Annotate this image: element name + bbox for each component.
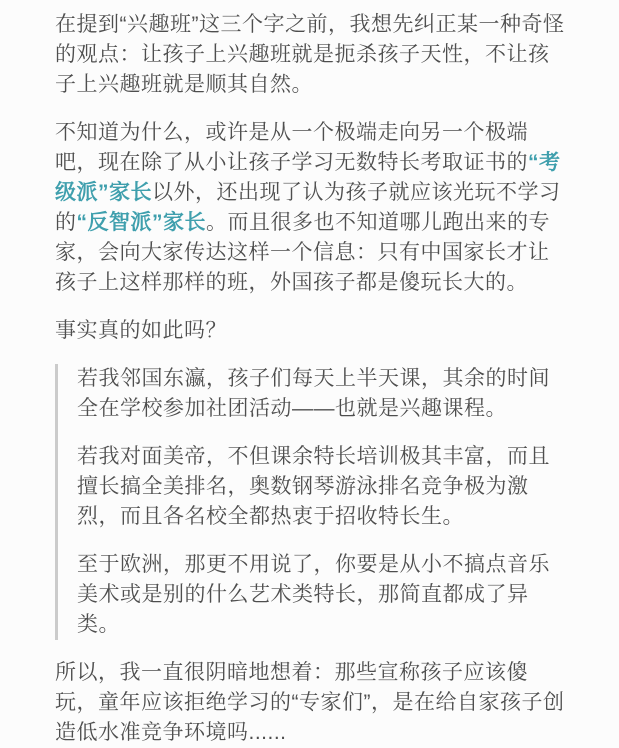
- highlight-fanzhipai-parents: “反智派”家长: [76, 211, 206, 234]
- paragraph-extremes-run2: 以外，还出现了认为孩子就应该光玩不学习的: [55, 181, 561, 234]
- highlight-kaojipai-parents: “考级派”家长: [55, 151, 561, 204]
- quote-europe: 至于欧洲，那更不用说了，你要是从小不搞点音乐美术或是别的什么艺术类特长，那简直都成了异类。: [77, 553, 550, 636]
- paragraph-question: 事实真的如此吗？: [55, 319, 227, 342]
- examples-blockquote: [55, 364, 569, 640]
- quote-japan: 若我邻国东瀛，孩子们每天上半天课，其余的时间全在学校参加社团活动——也就是兴趣课程。: [77, 367, 550, 420]
- paragraph-extremes-run3: 。而且很多也不知道哪儿跑出来的专家，会向大家传达这样一个信息：只有中国家长才让孩子上这样那样的班，外国孩子都是傻玩长大的。: [55, 211, 550, 294]
- paragraph-extremes-run1: 不知道为什么，或许是从一个极端走向另一个极端吧，现在除了从小让孩子学习无数特长考取证书的: [55, 121, 528, 174]
- quote-america: 若我对面美帝，不但课余特长培训极其丰富，而且擅长搞全美排名，奥数钢琴游泳排名竞争极为激烈，而且各名校全都热衷于招收特长生。: [77, 445, 550, 528]
- paragraph-conclusion: 所以，我一直很阴暗地想着：那些宣称孩子应该傻玩，童年应该拒绝学习的“专家们”，是在给自家孩子创造低水准竞争环境吗......: [55, 661, 565, 744]
- paragraph-extremes: [55, 118, 569, 298]
- paragraph-intro: 在提到“兴趣班”这三个字之前，我想先纠正某一种奇怪的观点：让孩子上兴趣班就是扼杀孩子天性，不让孩子上兴趣班就是顺其自然。: [55, 13, 565, 96]
